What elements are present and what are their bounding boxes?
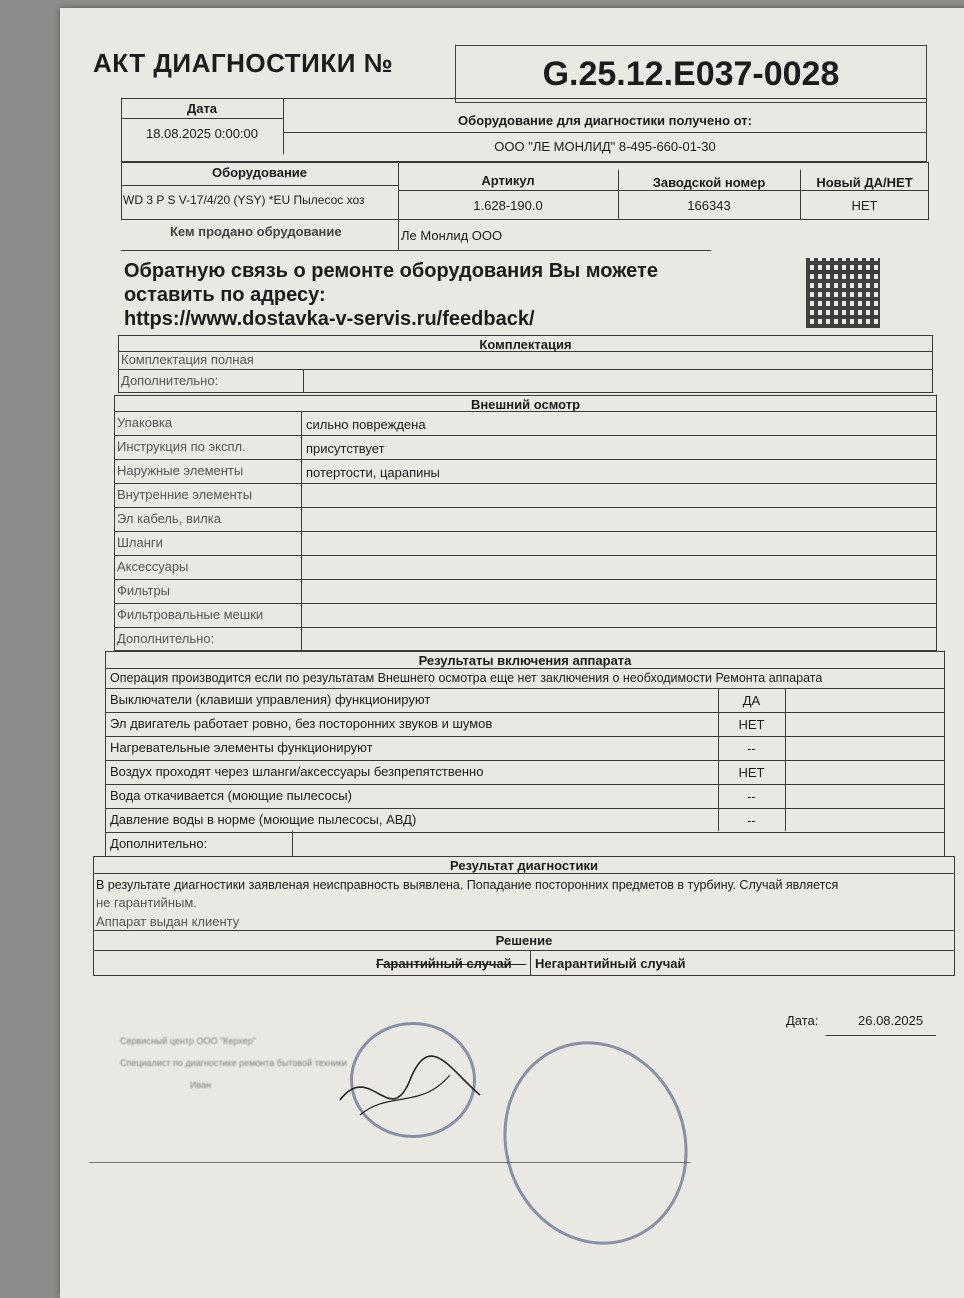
complect-row-label: Дополнительно: xyxy=(121,373,219,388)
warranty-strike xyxy=(376,964,526,965)
inspection-row-label: Инструкция по экспл. xyxy=(117,439,246,454)
equipment-label: Оборудование xyxy=(211,165,308,180)
article-value: 1.628-190.0 xyxy=(473,198,543,213)
inspection-row-label: Фильтровальные мешки xyxy=(117,607,264,622)
complect-row-label: Комплектация полная xyxy=(121,352,254,367)
results-header: Результаты включения аппарата xyxy=(418,653,632,668)
diagnosis-text: В результате диагностики заявленая неисправность выявлена. Попадание посторонних предметов в турбину. Случай является xyxy=(96,878,839,892)
inspection-row-label: Аксессуары xyxy=(117,559,189,574)
footer-date-label: Дата: xyxy=(786,1013,819,1028)
inspection-row-label: Упаковка xyxy=(117,415,173,430)
inspection-row-label: Эл кабель, вилка xyxy=(117,511,221,526)
equipment-value: WD 3 P S V-17/4/20 (YSY) *EU Пылесос хоз xyxy=(123,193,365,207)
results-note: Операция производится если по результатам Внешнего осмотра еще нет заключения о необходимости Ремонта аппарата xyxy=(110,671,823,685)
results-row-value: ДА xyxy=(742,693,761,708)
specialist-title: Специалист по диагностике ремонта бытовой техники xyxy=(120,1058,347,1068)
received-from-label: Оборудование для диагностики получено от: xyxy=(458,113,752,128)
document-title: АКТ ДИАГНОСТИКИ № xyxy=(93,48,394,78)
results-row-label: Эл двигатель работает ровно, без посторонних звуков и шумов xyxy=(110,716,493,731)
results-row-label: Давление воды в норме (моющие пылесосы, АВД) xyxy=(110,812,417,827)
inspection-row-label: Фильтры xyxy=(117,583,171,598)
new-value: НЕТ xyxy=(851,198,878,213)
feedback-url[interactable]: https://www.dostavka-v-servis.ru/feedback/ xyxy=(124,308,535,330)
results-row-value: -- xyxy=(747,789,756,804)
inspection-row-value: сильно повреждена xyxy=(306,417,426,432)
diagnosis-outcome: Аппарат выдан клиенту xyxy=(96,914,240,929)
diagnosis-text-2: не гарантийным. xyxy=(96,895,197,910)
results-row-value: НЕТ xyxy=(738,717,765,732)
inspection-row-label: Наружные элементы xyxy=(117,463,244,478)
serial-label: Заводской номер xyxy=(652,175,766,190)
qr-code-icon[interactable] xyxy=(806,258,880,328)
diagnosis-header: Результат диагностики xyxy=(449,858,599,873)
results-row-value: НЕТ xyxy=(738,765,765,780)
results-row-label: Дополнительно: xyxy=(110,836,208,851)
feedback-line2: оставить по адресу: xyxy=(124,284,326,306)
date-value: 18.08.2025 0:00:00 xyxy=(145,126,259,141)
results-row-value: -- xyxy=(747,741,756,756)
inspection-row-label: Дополнительно: xyxy=(117,631,215,646)
serial-value: 166343 xyxy=(687,198,731,213)
non-warranty-case: Негарантийный случай xyxy=(535,956,686,971)
signature-icon xyxy=(330,1040,490,1130)
sold-by-value: Ле Монлид ООО xyxy=(401,228,503,243)
new-label: Новый ДА/НЕТ xyxy=(816,175,913,190)
results-row-value: -- xyxy=(747,813,756,828)
results-row-label: Вода откачивается (моющие пылесосы) xyxy=(110,788,352,803)
results-row-label: Выключатели (клавиши управления) функционируют xyxy=(110,692,431,707)
received-from-value: ООО "ЛЕ МОНЛИД" 8-495-660-01-30 xyxy=(494,139,716,154)
inspection-row-value: потертости, царапины xyxy=(306,465,440,480)
decision-header: Решение xyxy=(495,933,553,948)
inspection-row-label: Шланги xyxy=(117,535,163,550)
footer-date-value: 26.08.2025 xyxy=(858,1013,924,1028)
date-label: Дата xyxy=(186,101,218,116)
inspection-row-label: Внутренние элементы xyxy=(117,487,253,502)
specialist-name: Иван xyxy=(190,1080,212,1090)
service-center-name: Сервисный центр ООО "Керхер" xyxy=(120,1036,256,1046)
document-number: G.25.12.E037-0028 xyxy=(455,45,927,103)
results-row-label: Воздух проходят через шланги/аксессуары безпрепятственно xyxy=(110,764,484,779)
article-label: Артикул xyxy=(481,173,535,188)
complect-header: Комплектация xyxy=(479,337,572,352)
results-row-label: Нагревательные элементы функционируют xyxy=(110,740,373,755)
sold-by-label: Кем продано обрудование xyxy=(170,224,342,239)
feedback-line1: Обратную связь о ремонте оборудования Вы можете xyxy=(124,260,658,282)
inspection-row-value: присутствует xyxy=(306,441,385,456)
inspection-header: Внешний осмотр xyxy=(470,397,581,412)
warranty-case: Гарантийный случай xyxy=(376,956,512,971)
